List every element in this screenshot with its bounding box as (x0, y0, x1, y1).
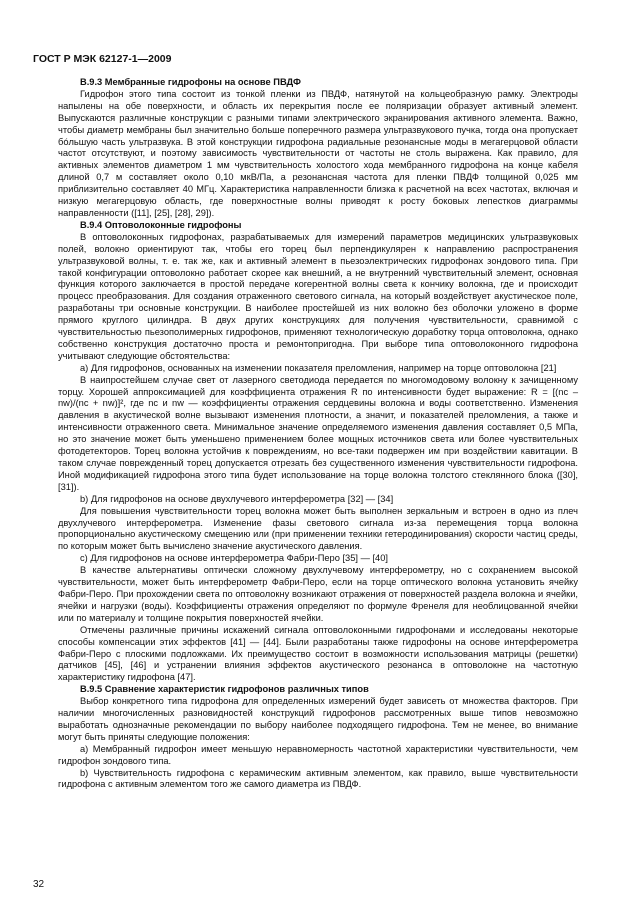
paragraph: В качестве альтернативы оптически сложному двухлучевому интерферометру, но с сохранением высокой чувствительности, может быть интерферометр Фабри-Перо, если на торце оптического волокна установить ячейку Фабри-Перо. При прохождении света по оптоволокну возникают отражения от поверхностей раздела волокна и ячейки, ячейки и нагрузки (воды). Коэффициенты отражения определяют по формуле Френеля для необлицованной ячейки или по материалу и толщине покрытия поверхностей ячейки. (58, 565, 578, 623)
paragraph: В наипростейшем случае свет от лазерного светодиода передается по многомодовому волокну к зачищенному торцу. Хорошей аппроксимацией для коэффициента отражения R по интенсивности будет выражение: R = [(nc – nw)/(nc + nw)]², где nc и nw — коэффициенты отражения сердцевины волокна и воды соответственно. Изменения давления в акустической волне вызывают изменения плотности, а значит, и показателей преломления, а также и интенсивности отраженного света. Минимальное значение определяемого изменения давления составляет 0,5 МПа, но это значение может быть уменьшено применением более мощных источников света или более чувствительных фотодетекторов. Торец волокна устойчив к повреждениям, но все-таки подвержен им при воздействии кавитации. В таком случае поврежденный торец допускается отрезать без существенного изменения чувствительности гидрофона. Иной модификацией гидрофона этого типа будет использование на торце волокна толстого стеклянного блока ([30], [31]). (58, 374, 578, 492)
section-heading-b95: В.9.5 Сравнение характеристик гидрофонов различных типов (80, 684, 369, 695)
list-item-a-heading: а) Для гидрофонов, основанных на изменении показателя преломления, например на торце оптоволокна [21] (80, 362, 557, 373)
list-item-b-heading: b) Для гидрофонов на основе двухлучевого интерферометра [32] — [34] (80, 493, 394, 504)
standard-header: ГОСТ Р МЭК 62127-1—2009 (33, 53, 172, 65)
list-item: b) Чувствительность гидрофона с керамическим активным элементом, как правило, выше чувствительности гидрофона с активным элементом того же самого диаметра из ПВДФ. (58, 767, 578, 790)
section-heading-b93: В.9.3 Мембранные гидрофоны на основе ПВДФ (80, 77, 301, 87)
list-item: a) Мембранный гидрофон имеет меньшую неравномерность частотной характеристики чувствительности, чем гидрофон зондового типа. (58, 743, 578, 766)
section-heading-b94: В.9.4 Оптоволоконные гидрофоны (80, 219, 242, 230)
paragraph: В оптоволоконных гидрофонах, разрабатываемых для измерений параметров медицинских ультразвуковых полей, волокно ориентируют так, чтобы его торец был перпендикулярен к направлению распространения ультразвуковой волны, т. е. так же, как и активный элемент в пьезоэлектрических гидрофонах зондового типа. При такой конфигурации оптоволокно работает скорее как внешний, а не внутренний чувствительный элемент, основная функция которого заключается в простой передаче когерентной волны света к кончику волокна, где и происходит процесс преобразования. Для создания отраженного светового сигнала, на который воздействует акустическое поле, разработаны три основные конструкции. В наиболее простейшей из них волокно без оболочки уложено в форме прямого круглого цилиндра. В двух других конструкциях для получения чувствительности, сравнимой с чувствительностью пьезополимерных гидрофонов, применяют технологическую доработку торца оптоволокна, однако собственно конструкция достаточно проста и ремонтопригодна. При выборе типа оптоволоконного гидрофона учитывают следующие обстоятельства: (58, 231, 578, 361)
document-body (58, 77, 578, 791)
paragraph: Выбор конкретного типа гидрофона для определенных измерений будет зависеть от множества факторов. При наличии многочисленных разновидностей конструкций гидрофонов рассмотренных выше типов невозможно выработать однозначные рекомендации по выбору наиболее подходящего гидрофона. Тем не менее, во внимание могут быть приняты следующие положения: (58, 696, 578, 742)
paragraph: Для повышения чувствительности торец волокна может быть выполнен зеркальным и встроен в одно из плеч двухлучевого интерферометра. Изменение фазы светового сигнала из-за перемещения торца волокна пропорционально акустическому смещению или (при применении техники гетеродинирования) скорости частиц среды, по которым может быть вычислено значение акустического давления. (58, 505, 578, 552)
page-number: 32 (33, 879, 45, 890)
list-item-c-heading: c) Для гидрофонов на основе интерферометра Фабри-Перо [35] — [40] (80, 553, 388, 564)
paragraph: Гидрофон этого типа состоит из тонкой пленки из ПВДФ, натянутой на кольцеобразную рамку. Электроды напылены на обе поверхности, и область их перекрытия после ее поляризации образует активный элемент. Выпускаются различные конструкции с разными типами электрического экранирования активного элемента. Важно, чтобы диаметр мембраны был значительно больше поперечного размера ультразвукового пучка, тогда она пропускает бóльшую часть ультразвука. В этой конструкции гидрофона радиальные резонансные моды в мегагерцовой области частот отсутствуют, и поэтому зависимость чувствительности от частоты не столь выражена. Как правило, для активных элементов диаметром 1 мм чувствительность холостого хода мембранного гидрофона на конце кабеля длиной 0,7 м составляет около 0,10 мкВ/Па, а резонансная частота для пленки ПВДФ толщиной 0,025 мм приблизительно составляет 40 МГц. Характеристика направленности близка к расчетной на всех частотах, включая и низкую мегагерцовую область, где поверхностные волны приводят к росту боковых лепестков диаграммы направленности ([11], [25], [28], 29]). (58, 88, 578, 218)
paragraph: Отмечены различные причины искажений сигнала оптоволоконными гидрофонами и исследованы некоторые способы компенсации этих эффектов [41] — [44]. Были разработаны также гидрофоны на основе интерферометра Фабри-Перо с плоскими подложками. Их преимущество состоит в возможности использования матрицы (решетки) датчиков [45], [46] и устранении влияния эффектов акустического резонанса в оптоволокне на частотную характеристику гидрофона [47]. (58, 624, 578, 683)
